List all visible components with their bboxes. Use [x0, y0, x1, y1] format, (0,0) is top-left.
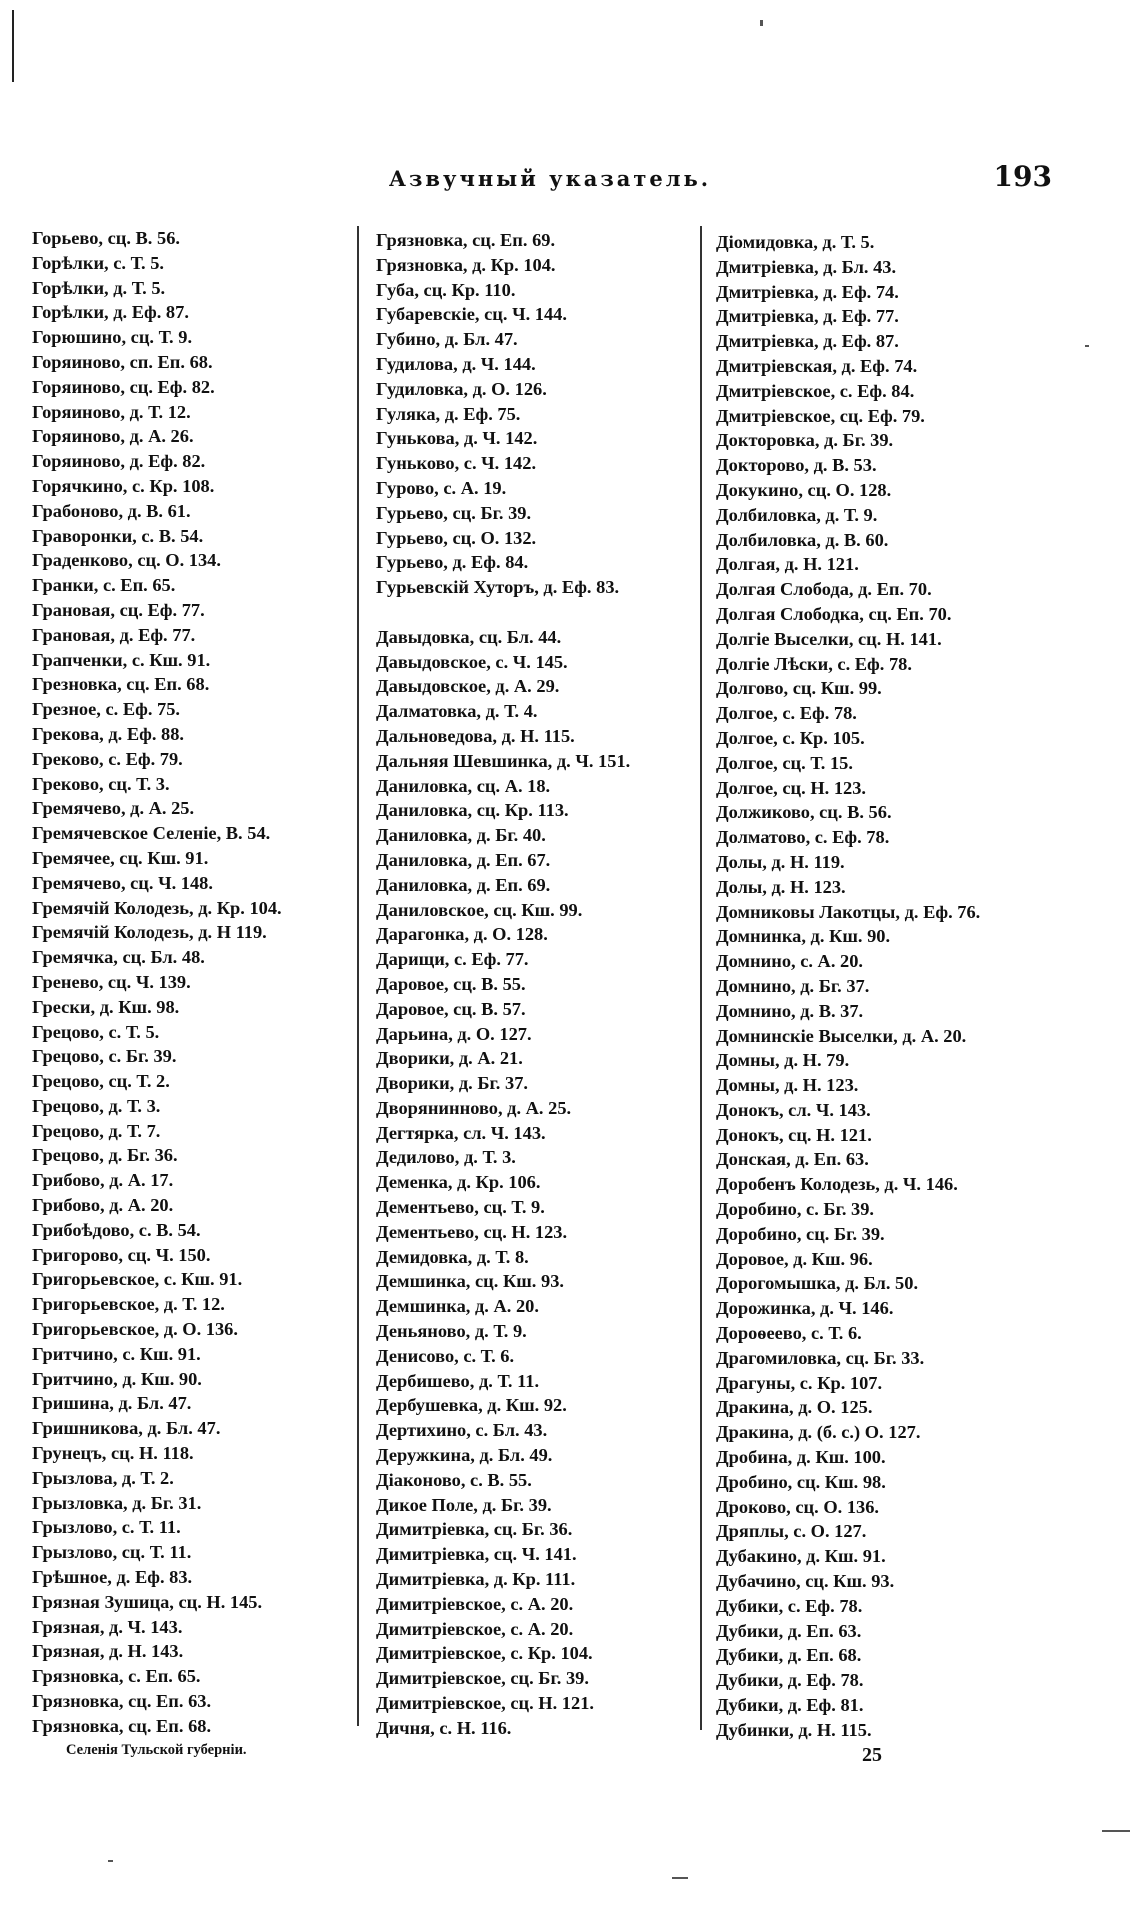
index-entry: Доробино, сц. Бг. 39. — [716, 1223, 885, 1244]
index-entry: Грызлова, д. Т. 2. — [32, 1467, 174, 1488]
index-entry: Греково, сц. Т. 3. — [32, 773, 170, 794]
index-entry: Докторово, д. В. 53. — [716, 455, 877, 476]
index-entry: Драгуны, с. Кр. 107. — [716, 1372, 883, 1393]
index-entry: Доробино, с. Бг. 39. — [716, 1199, 875, 1220]
index-entry: Дмитріевское, сц. Еф. 79. — [716, 405, 925, 426]
index-entry: Грязная Зушица, сц. Н. 145. — [32, 1591, 263, 1612]
index-entry: Гремячка, сц. Бл. 48. — [32, 947, 205, 968]
index-entry: Грибово, д. А. 17. — [32, 1170, 174, 1191]
index-entry: Гремячевское Селеніе, В. 54. — [32, 823, 271, 844]
index-entry: Долгое, с. Кр. 105. — [716, 727, 865, 748]
index-entry: Горяиново, д. Т. 12. — [32, 401, 191, 422]
index-entry: Домны, д. Н. 123. — [716, 1075, 859, 1096]
index-entry: Домнинка, д. Кш. 90. — [716, 926, 891, 947]
index-entry: Григорьевское, д. Т. 12. — [32, 1294, 225, 1315]
index-entry: Даниловка, д. Еп. 67. — [376, 849, 551, 870]
index-entry: Дарагонка, д. О. 128. — [376, 924, 548, 945]
index-entry: Дворики, д. Бг. 37. — [376, 1073, 528, 1094]
index-entry: Горяиново, сц. Еф. 82. — [32, 376, 215, 397]
index-entry: Димитріевское, с. Кр. 104. — [376, 1643, 593, 1664]
index-entry: Гритчино, с. Кш. 91. — [32, 1343, 201, 1364]
index-entry: Доровое, д. Кш. 96. — [716, 1248, 873, 1269]
print-speck — [672, 1877, 688, 1879]
index-entry: Дворики, д. А. 21. — [376, 1048, 523, 1069]
index-entry: Долгово, сц. Кш. 99. — [716, 678, 882, 699]
index-entry: Гунькова, д. Ч. 142. — [376, 428, 538, 449]
index-entry: Долгіе Выселки, сц. Н. 141. — [716, 628, 942, 649]
index-column-1 — [32, 226, 352, 1739]
index-entry: Дербишево, д. Т. 11. — [376, 1370, 540, 1391]
index-entry: Грабоново, д. В. 61. — [32, 500, 191, 521]
index-entry: Гурьево, д. Еф. 84. — [376, 552, 529, 573]
index-entry: Грибово, д. А. 20. — [32, 1195, 174, 1216]
index-entry: Грязновка, д. Кр. 104. — [376, 254, 556, 275]
section-gap — [376, 600, 696, 625]
index-entry: Горѣлки, д. Еф. 87. — [32, 302, 189, 323]
index-entry: Гуньково, с. Ч. 142. — [376, 453, 537, 474]
index-entry: Димитріевка, д. Кр. 111. — [376, 1569, 576, 1590]
index-entry: Грибоѣдово, с. В. 54. — [32, 1219, 201, 1240]
index-entry: Грецово, д. Т. 3. — [32, 1095, 161, 1116]
index-entry: Грески, д. Кш. 98. — [32, 996, 180, 1017]
index-entry: Дементьево, сц. Т. 9. — [376, 1197, 545, 1218]
index-entry: Губино, д. Бл. 47. — [376, 329, 518, 350]
index-entry: Гурьево, сц. Бг. 39. — [376, 502, 532, 523]
index-entry: Дороѳеево, с. Т. 6. — [716, 1323, 862, 1344]
index-entry: Донская, д. Еп. 63. — [716, 1149, 869, 1170]
index-entry: Грызлово, с. Т. 11. — [32, 1517, 181, 1538]
index-entry: Даниловка, сц. Кр. 113. — [376, 800, 569, 821]
index-entry: Дмитріевка, д. Еф. 77. — [716, 306, 899, 327]
index-entry: Грызловка, д. Бг. 31. — [32, 1492, 202, 1513]
index-entry: Діомидовка, д. Т. 5. — [716, 232, 875, 252]
index-entry: Горяиново, д. Еф. 82. — [32, 451, 206, 472]
index-entry: Демшинка, д. А. 20. — [376, 1296, 539, 1317]
index-entry: Долгое, сц. Т. 15. — [716, 752, 853, 773]
index-entry: Губа, сц. Кр. 110. — [376, 279, 516, 300]
index-entry: Граворонки, с. В. 54. — [32, 525, 204, 546]
index-entry: Дербушевка, д. Кш. 92. — [376, 1395, 567, 1416]
index-entry: Гудилова, д. Ч. 144. — [376, 353, 536, 374]
index-entry: Дубики, д. Еф. 78. — [716, 1670, 864, 1691]
index-entry: Домны, д. Н. 79. — [716, 1050, 850, 1071]
index-entry: Долгое, с. Еф. 78. — [716, 703, 857, 724]
index-entry: Грановая, д. Еф. 77. — [32, 624, 196, 645]
index-entry: Донокъ, сл. Ч. 143. — [716, 1099, 871, 1120]
index-entry: Гремячій Колодезь, д. Н 119. — [32, 922, 267, 943]
index-entry: Дорогомышка, д. Бл. 50. — [716, 1273, 919, 1294]
index-entry: Даниловка, д. Еп. 69. — [376, 874, 551, 895]
index-entry: Дмитріевка, д. Еф. 87. — [716, 331, 899, 352]
index-entry: Долгіе Лѣски, с. Еф. 78. — [716, 653, 912, 674]
index-entry: Грецово, сц. Т. 2. — [32, 1071, 170, 1092]
index-entry: Домнино, д. В. 37. — [716, 1000, 864, 1021]
index-entry: Гуляка, д. Еф. 75. — [376, 403, 521, 424]
index-entry: Дробина, д. Кш. 100. — [716, 1447, 886, 1468]
index-entry: Гурово, с. А. 19. — [376, 477, 507, 498]
left-margin-rule — [12, 10, 14, 82]
index-entry: Грунецъ, сц. Н. 118. — [32, 1443, 194, 1464]
index-entry: Дегтярка, сл. Ч. 143. — [376, 1122, 546, 1143]
index-entry: Домнино, д. Бг. 37. — [716, 975, 870, 996]
index-entry: Григорьевское, д. О. 136. — [32, 1319, 238, 1340]
index-entry: Гурьевскій Хуторъ, д. Еф. 83. — [376, 577, 620, 598]
print-speck — [108, 1860, 113, 1862]
index-entry: Дедилово, д. Т. 3. — [376, 1147, 516, 1168]
index-entry: Горюшино, сц. Т. 9. — [32, 327, 193, 348]
print-speck — [1102, 1830, 1130, 1832]
index-entry: Грязновка, сц. Еп. 63. — [32, 1691, 212, 1712]
index-entry: Дубакино, д. Кш. 91. — [716, 1546, 886, 1567]
index-entry: Горяиново, сп. Еп. 68. — [32, 351, 213, 372]
index-entry: Дубики, д. Еп. 68. — [716, 1645, 862, 1666]
index-entry: Горѣлки, с. Т. 5. — [32, 252, 165, 273]
footer-note: Селенія Тульской губерніи. — [66, 1742, 247, 1758]
index-entry: Губаревскіе, сц. Ч. 144. — [376, 304, 567, 325]
index-entry: Демшинка, сц. Кш. 93. — [376, 1271, 564, 1292]
index-entry: Докторовка, д. Бг. 39. — [716, 430, 894, 451]
index-entry: Дубики, с. Еф. 78. — [716, 1595, 863, 1616]
index-entry: Докукино, сц. О. 128. — [716, 479, 892, 500]
index-entry: Дертихино, с. Бл. 43. — [376, 1420, 548, 1441]
index-entry: Григорово, сц. Ч. 150. — [32, 1244, 211, 1265]
index-entry: Долматово, с. Еф. 78. — [716, 827, 890, 848]
index-entry: Грапченки, с. Кш. 91. — [32, 649, 211, 670]
index-entry: Грецово, с. Бг. 39. — [32, 1046, 177, 1067]
page-number: 193 — [993, 160, 1052, 193]
index-entry: Долгая, д. Н. 121. — [716, 554, 859, 575]
index-entry: Гудиловка, д. О. 126. — [376, 378, 547, 399]
index-entry: Дементьево, сц. Н. 123. — [376, 1221, 568, 1242]
index-entry: Грязновка, сц. Еп. 68. — [32, 1715, 212, 1736]
index-entry: Грецово, д. Бг. 36. — [32, 1145, 178, 1166]
index-entry: Дракина, д. О. 125. — [716, 1397, 873, 1418]
index-entry: Горячкино, с. Кр. 108. — [32, 475, 215, 496]
index-entry: Дворянинново, д. А. 25. — [376, 1097, 572, 1118]
index-entry: Деружкина, д. Бл. 49. — [376, 1445, 553, 1466]
index-entry: Дубинки, д. Н. 115. — [716, 1719, 872, 1740]
index-entry: Грѣшное, д. Еф. 83. — [32, 1567, 193, 1588]
index-column-3 — [716, 230, 1046, 1743]
index-entry: Дробино, сц. Кш. 98. — [716, 1471, 886, 1492]
index-entry: Долбиловка, д. В. 60. — [716, 529, 889, 550]
index-entry: Грязная, д. Н. 143. — [32, 1641, 184, 1662]
index-entry: Домнино, с. А. 20. — [716, 951, 864, 972]
column-divider-2 — [700, 226, 702, 1730]
index-entry: Демидовка, д. Т. 8. — [376, 1246, 529, 1267]
index-entry: Дикое Поле, д. Бг. 39. — [376, 1494, 552, 1515]
index-entry: Горѣлки, д. Т. 5. — [32, 277, 166, 298]
index-entry: Дубачино, сц. Кш. 93. — [716, 1571, 895, 1592]
index-entry: Дмитріевская, д. Еф. 74. — [716, 355, 918, 376]
index-entry: Гритчино, д. Кш. 90. — [32, 1368, 202, 1389]
index-entry: Дмитріевка, д. Еф. 74. — [716, 281, 899, 302]
index-entry: Дальноведова, д. Н. 115. — [376, 725, 575, 746]
index-entry: Горяиново, д. А. 26. — [32, 426, 194, 447]
index-entry: Дряплы, с. О. 127. — [716, 1521, 867, 1542]
index-entry: Грязная, д. Ч. 143. — [32, 1616, 183, 1637]
index-entry: Дарьина, д. О. 127. — [376, 1023, 532, 1044]
index-entry: Дичня, с. Н. 116. — [376, 1717, 512, 1738]
column-divider-1 — [357, 226, 359, 1726]
index-entry: Дракина, д. (б. с.) О. 127. — [716, 1422, 921, 1443]
index-entry: Донокъ, сц. Н. 121. — [716, 1124, 872, 1145]
index-entry: Долы, д. Н. 119. — [716, 851, 845, 872]
index-entry: Гренево, сц. Ч. 139. — [32, 971, 191, 992]
index-entry: Димитріевское, с. А. 20. — [376, 1593, 574, 1614]
index-entry: Грецово, с. Т. 5. — [32, 1021, 160, 1042]
index-entry: Грецово, д. Т. 7. — [32, 1120, 161, 1141]
index-entry: Греково, с. Еф. 79. — [32, 748, 183, 769]
running-title: Азвучный указатель. — [388, 166, 712, 191]
index-entry: Граденково, сц. О. 134. — [32, 550, 221, 571]
index-entry: Долгая Слобода, д. Еп. 70. — [716, 579, 932, 600]
index-entry: Дмитріевское, с. Еф. 84. — [716, 380, 915, 401]
index-entry: Давыдовское, с. Ч. 145. — [376, 651, 568, 672]
index-column-2 — [376, 228, 696, 1741]
index-entry: Давыдовка, сц. Бл. 44. — [376, 626, 562, 647]
index-entry: Деменка, д. Кр. 106. — [376, 1172, 541, 1193]
index-entry: Димитріевка, сц. Ч. 141. — [376, 1544, 577, 1565]
index-entry: Долгое, сц. Н. 123. — [716, 777, 867, 798]
index-entry: Гришина, д. Бл. 47. — [32, 1393, 192, 1414]
index-entry: Доробенъ Колодезь, д. Ч. 146. — [716, 1174, 958, 1195]
index-entry: Дальняя Шевшинка, д. Ч. 151. — [376, 750, 631, 771]
index-entry: Дорожинка, д. Ч. 146. — [716, 1298, 894, 1319]
index-entry: Домнинскіе Выселки, д. А. 20. — [716, 1025, 967, 1046]
index-entry: Грезное, с. Еф. 75. — [32, 699, 181, 720]
index-entry: Даровое, сц. В. 55. — [376, 973, 526, 994]
index-entry: Діаконово, с. В. 55. — [376, 1469, 532, 1490]
index-entry: Димитріевское, сц. Н. 121. — [376, 1693, 594, 1714]
index-entry: Димитріевское, с. А. 20. — [376, 1618, 574, 1639]
index-entry: Димитріевка, сц. Бг. 36. — [376, 1519, 573, 1540]
index-entry: Домниковы Лакотцы, д. Еф. 76. — [716, 901, 981, 922]
print-speck — [760, 20, 763, 26]
index-entry: Грязновка, с. Еп. 65. — [32, 1666, 201, 1687]
index-entry: Деньяново, д. Т. 9. — [376, 1321, 527, 1342]
index-entry: Григорьевское, с. Кш. 91. — [32, 1269, 243, 1290]
index-entry: Гремячево, сц. Ч. 148. — [32, 872, 213, 893]
index-entry: Гурьево, сц. О. 132. — [376, 527, 537, 548]
index-entry: Димитріевское, сц. Бг. 39. — [376, 1668, 589, 1689]
index-entry: Денисово, с. Т. 6. — [376, 1345, 515, 1366]
index-entry: Далматовка, д. Т. 4. — [376, 701, 538, 722]
index-entry: Даниловка, д. Бг. 40. — [376, 825, 546, 846]
index-entry: Грязновка, сц. Еп. 69. — [376, 230, 556, 250]
index-entry: Гремячій Колодезь, д. Кр. 104. — [32, 897, 282, 918]
index-entry: Горьево, сц. В. 56. — [32, 228, 180, 248]
index-entry: Даниловское, сц. Кш. 99. — [376, 899, 583, 920]
printer-signature: 25 — [862, 1744, 882, 1766]
index-entry: Гришникова, д. Бл. 47. — [32, 1418, 221, 1439]
index-entry: Грекова, д. Еф. 88. — [32, 723, 185, 744]
index-entry: Грановая, сц. Еф. 77. — [32, 599, 205, 620]
index-entry: Даниловка, сц. А. 18. — [376, 775, 551, 796]
index-entry: Дроково, сц. О. 136. — [716, 1496, 880, 1517]
index-entry: Долгая Слободка, сц. Еп. 70. — [716, 603, 952, 624]
index-entry: Должиково, сц. В. 56. — [716, 802, 892, 823]
index-entry: Гранки, с. Еп. 65. — [32, 575, 176, 596]
print-speck — [1085, 345, 1089, 347]
index-entry: Долбиловка, д. Т. 9. — [716, 504, 878, 525]
index-entry: Грезновка, сц. Еп. 68. — [32, 674, 210, 695]
index-entry: Дубики, д. Еф. 81. — [716, 1695, 864, 1716]
index-entry: Гремячево, д. А. 25. — [32, 798, 195, 819]
index-entry: Дмитріевка, д. Бл. 43. — [716, 256, 897, 277]
index-entry: Грызлово, сц. Т. 11. — [32, 1542, 192, 1563]
index-entry: Долы, д. Н. 123. — [716, 876, 846, 897]
index-entry: Драгомиловка, сц. Бг. 33. — [716, 1347, 925, 1368]
index-entry: Дарищи, с. Еф. 77. — [376, 949, 529, 970]
index-entry: Давыдовское, д. А. 29. — [376, 676, 560, 697]
index-entry: Даровое, сц. В. 57. — [376, 998, 526, 1019]
index-entry: Дубики, д. Еп. 63. — [716, 1620, 862, 1641]
index-entry: Гремячее, сц. Кш. 91. — [32, 847, 209, 868]
